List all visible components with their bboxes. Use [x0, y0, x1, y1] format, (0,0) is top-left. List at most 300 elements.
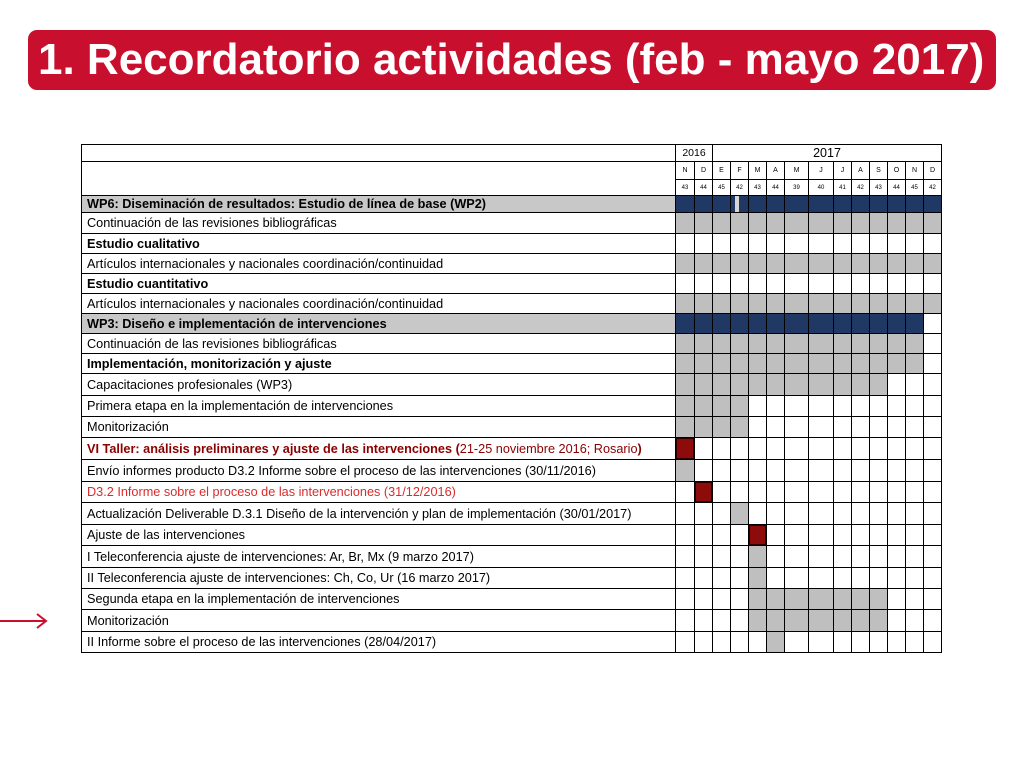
empty-cell	[888, 632, 906, 653]
month-header: A	[852, 162, 870, 180]
empty-cell	[888, 525, 906, 546]
work-package-bar-cell	[767, 314, 785, 334]
empty-cell	[731, 589, 749, 610]
activity-bar-cell	[852, 374, 870, 396]
activity-bar-cell	[695, 294, 713, 314]
activity-bar-cell	[676, 417, 695, 438]
activity-bar-cell	[749, 374, 767, 396]
current-date-marker	[735, 196, 739, 212]
empty-cell	[906, 438, 924, 460]
empty-cell	[924, 546, 942, 568]
activity-bar-cell	[676, 374, 695, 396]
activity-bar-cell	[906, 254, 924, 274]
empty-cell	[695, 589, 713, 610]
empty-cell	[834, 503, 852, 525]
empty-cell	[749, 396, 767, 417]
empty-cell	[906, 274, 924, 294]
empty-cell	[749, 460, 767, 482]
empty-cell	[870, 417, 888, 438]
empty-cell	[676, 482, 695, 503]
year-header: 2016	[676, 145, 713, 162]
empty-cell	[870, 438, 888, 460]
month-header: D	[695, 162, 713, 180]
activity-bar-cell	[676, 294, 695, 314]
empty-cell	[695, 610, 713, 632]
empty-cell	[713, 546, 731, 568]
empty-cell	[852, 460, 870, 482]
activity-bar-cell	[695, 334, 713, 354]
empty-cell	[785, 568, 809, 589]
empty-cell	[834, 417, 852, 438]
empty-cell	[695, 438, 713, 460]
empty-cell	[924, 334, 942, 354]
empty-cell	[924, 525, 942, 546]
empty-cell	[731, 610, 749, 632]
activity-bar-cell	[809, 374, 834, 396]
empty-cell	[888, 589, 906, 610]
activity-bar-cell	[809, 254, 834, 274]
empty-cell	[749, 632, 767, 653]
empty-cell	[870, 525, 888, 546]
month-header: D	[924, 162, 942, 180]
empty-cell	[731, 234, 749, 254]
empty-cell	[852, 503, 870, 525]
task-label	[82, 274, 676, 294]
empty-cell	[924, 568, 942, 589]
activity-bar-cell	[834, 334, 852, 354]
empty-cell	[731, 568, 749, 589]
empty-cell	[731, 525, 749, 546]
work-package-bar-cell	[731, 196, 749, 213]
task-label	[82, 354, 676, 374]
task-label	[82, 234, 676, 254]
activity-bar-cell	[731, 354, 749, 374]
empty-cell	[924, 610, 942, 632]
month-header: J	[809, 162, 834, 180]
empty-cell	[785, 417, 809, 438]
empty-cell	[785, 438, 809, 460]
activity-bar-cell	[809, 589, 834, 610]
activity-bar-cell	[767, 354, 785, 374]
empty-cell	[888, 374, 906, 396]
empty-cell	[924, 632, 942, 653]
activity-bar-cell	[888, 213, 906, 234]
month-header: O	[888, 162, 906, 180]
empty-cell	[888, 396, 906, 417]
empty-cell	[870, 460, 888, 482]
work-package-bar-cell	[749, 196, 767, 213]
task-label-text: II Informe sobre el proceso de las intervenciones (28/04/2017)	[87, 635, 437, 649]
activity-bar-cell	[785, 374, 809, 396]
activity-bar-cell	[870, 374, 888, 396]
activity-bar-cell	[713, 417, 731, 438]
activity-bar-cell	[834, 254, 852, 274]
empty-cell	[924, 314, 942, 334]
activity-bar-cell	[767, 213, 785, 234]
work-package-bar-cell	[731, 314, 749, 334]
activity-bar-cell	[749, 610, 767, 632]
empty-cell	[809, 632, 834, 653]
activity-bar-cell	[852, 294, 870, 314]
activity-bar-cell	[785, 334, 809, 354]
activity-bar-cell	[749, 568, 767, 589]
empty-cell	[713, 589, 731, 610]
activity-bar-cell	[731, 334, 749, 354]
work-package-bar-cell	[888, 314, 906, 334]
activity-bar-cell	[834, 610, 852, 632]
empty-cell	[924, 460, 942, 482]
work-package-bar-cell	[695, 314, 713, 334]
empty-cell	[785, 396, 809, 417]
empty-cell	[924, 438, 942, 460]
work-package-bar-cell	[906, 196, 924, 213]
empty-cell	[870, 546, 888, 568]
empty-cell	[852, 396, 870, 417]
work-package-bar-cell	[713, 196, 731, 213]
task-label-text: Continuación de las revisiones bibliográficas	[87, 336, 337, 351]
empty-cell	[676, 546, 695, 568]
activity-bar-cell	[852, 610, 870, 632]
work-package-bar-cell	[870, 196, 888, 213]
empty-cell	[749, 503, 767, 525]
empty-cell	[785, 525, 809, 546]
header-corner	[82, 145, 676, 162]
task-label	[82, 632, 676, 653]
activity-bar-cell	[870, 610, 888, 632]
work-package-bar-cell	[888, 196, 906, 213]
month-header: M	[785, 162, 809, 180]
empty-cell	[834, 460, 852, 482]
task-label-text: Monitorización	[87, 613, 169, 628]
week-number: 44	[888, 180, 906, 196]
empty-cell	[731, 482, 749, 503]
empty-cell	[809, 482, 834, 503]
empty-cell	[834, 234, 852, 254]
empty-cell	[809, 546, 834, 568]
activity-bar-cell	[695, 374, 713, 396]
activity-bar-cell	[906, 294, 924, 314]
empty-cell	[767, 482, 785, 503]
week-number: 45	[906, 180, 924, 196]
activity-bar-cell	[870, 354, 888, 374]
month-header: M	[749, 162, 767, 180]
activity-bar-cell	[852, 254, 870, 274]
milestone-cell	[749, 525, 767, 546]
work-package-bar-cell	[870, 314, 888, 334]
empty-cell	[834, 274, 852, 294]
activity-bar-cell	[749, 334, 767, 354]
empty-cell	[767, 234, 785, 254]
task-label	[82, 525, 676, 546]
task-label-text: II Teleconferencia ajuste de intervenciones: Ch, Co, Ur (16 marzo 2017)	[87, 571, 491, 585]
activity-bar-cell	[809, 213, 834, 234]
empty-cell	[676, 568, 695, 589]
empty-cell	[888, 460, 906, 482]
empty-cell	[676, 525, 695, 546]
empty-cell	[852, 568, 870, 589]
task-label	[82, 254, 676, 274]
work-package-bar-cell	[676, 314, 695, 334]
empty-cell	[906, 396, 924, 417]
activity-bar-cell	[888, 334, 906, 354]
activity-bar-cell	[785, 213, 809, 234]
empty-cell	[713, 482, 731, 503]
empty-cell	[767, 460, 785, 482]
empty-cell	[785, 503, 809, 525]
empty-cell	[924, 354, 942, 374]
empty-cell	[785, 482, 809, 503]
empty-cell	[767, 274, 785, 294]
empty-cell	[906, 525, 924, 546]
activity-bar-cell	[731, 396, 749, 417]
empty-cell	[906, 610, 924, 632]
empty-cell	[888, 417, 906, 438]
task-label	[82, 294, 676, 314]
empty-cell	[924, 274, 942, 294]
activity-bar-cell	[924, 254, 942, 274]
activity-bar-cell	[713, 354, 731, 374]
empty-cell	[852, 234, 870, 254]
empty-cell	[888, 610, 906, 632]
empty-cell	[924, 234, 942, 254]
empty-cell	[888, 438, 906, 460]
task-label	[82, 610, 676, 632]
activity-bar-cell	[713, 294, 731, 314]
activity-bar-cell	[809, 354, 834, 374]
empty-cell	[713, 460, 731, 482]
activity-bar-cell	[809, 334, 834, 354]
gantt-schedule-table	[81, 144, 942, 653]
work-package-bar-cell	[809, 314, 834, 334]
header-corner-sub	[82, 162, 676, 196]
work-package-bar-cell	[852, 196, 870, 213]
activity-bar-cell	[731, 503, 749, 525]
work-package-label	[82, 314, 676, 334]
activity-bar-cell	[749, 546, 767, 568]
task-label-text: Artículos internacionales y nacionales coordinación/continuidad	[87, 256, 444, 271]
empty-cell	[695, 503, 713, 525]
activity-bar-cell	[906, 213, 924, 234]
empty-cell	[713, 610, 731, 632]
task-label-text: Continuación de las revisiones bibliográficas	[87, 216, 337, 230]
empty-cell	[809, 438, 834, 460]
empty-cell	[809, 417, 834, 438]
activity-bar-cell	[713, 334, 731, 354]
empty-cell	[767, 438, 785, 460]
empty-cell	[906, 632, 924, 653]
activity-bar-cell	[785, 254, 809, 274]
work-package-bar-cell	[749, 314, 767, 334]
task-label	[82, 460, 676, 482]
month-header: N	[906, 162, 924, 180]
empty-cell	[924, 589, 942, 610]
empty-cell	[713, 274, 731, 294]
task-label	[82, 213, 676, 234]
activity-bar-cell	[870, 334, 888, 354]
empty-cell	[785, 460, 809, 482]
week-number: 41	[834, 180, 852, 196]
task-label	[82, 503, 676, 525]
activity-bar-cell	[870, 294, 888, 314]
empty-cell	[924, 417, 942, 438]
empty-cell	[809, 274, 834, 294]
month-header: S	[870, 162, 888, 180]
empty-cell	[870, 482, 888, 503]
empty-cell	[713, 438, 731, 460]
empty-cell	[870, 234, 888, 254]
activity-bar-cell	[767, 334, 785, 354]
empty-cell	[809, 525, 834, 546]
task-label-text: WP3: Diseño e implementación de intervenciones	[87, 316, 387, 331]
empty-cell	[852, 525, 870, 546]
task-label-text: Implementación, monitorización y ajuste	[87, 356, 332, 371]
empty-cell	[852, 482, 870, 503]
empty-cell	[785, 546, 809, 568]
milestone-cell	[676, 438, 695, 460]
activity-bar-cell	[852, 334, 870, 354]
empty-cell	[888, 274, 906, 294]
empty-cell	[713, 503, 731, 525]
empty-cell	[749, 438, 767, 460]
activity-bar-cell	[785, 589, 809, 610]
work-package-label	[82, 196, 676, 213]
week-number: 40	[809, 180, 834, 196]
empty-cell	[676, 234, 695, 254]
empty-cell	[906, 460, 924, 482]
empty-cell	[749, 482, 767, 503]
empty-cell	[906, 568, 924, 589]
empty-cell	[767, 525, 785, 546]
month-header: E	[713, 162, 731, 180]
week-number: 42	[852, 180, 870, 196]
task-label-text: Ajuste de las intervenciones	[87, 528, 245, 542]
empty-cell	[713, 568, 731, 589]
empty-cell	[713, 632, 731, 653]
empty-cell	[676, 589, 695, 610]
milestone-cell	[695, 482, 713, 503]
month-header: N	[676, 162, 695, 180]
activity-bar-cell	[713, 374, 731, 396]
activity-bar-cell	[731, 213, 749, 234]
activity-bar-cell	[888, 354, 906, 374]
empty-cell	[852, 274, 870, 294]
task-label-text: Capacitaciones profesionales (WP3)	[87, 377, 293, 392]
activity-bar-cell	[870, 254, 888, 274]
empty-cell	[924, 482, 942, 503]
activity-bar-cell	[888, 254, 906, 274]
activity-bar-cell	[785, 294, 809, 314]
empty-cell	[767, 417, 785, 438]
empty-cell	[731, 632, 749, 653]
task-label	[82, 334, 676, 354]
empty-cell	[676, 274, 695, 294]
empty-cell	[888, 482, 906, 503]
empty-cell	[767, 568, 785, 589]
task-label-text: Actualización Deliverable D.3.1 Diseño de la intervención y plan de implementación (30/01/2017)	[87, 506, 632, 521]
activity-bar-cell	[924, 213, 942, 234]
empty-cell	[906, 546, 924, 568]
work-package-bar-cell	[834, 196, 852, 213]
week-number: 43	[676, 180, 695, 196]
empty-cell	[676, 632, 695, 653]
activity-bar-cell	[767, 294, 785, 314]
task-label	[82, 589, 676, 610]
empty-cell	[924, 503, 942, 525]
week-number: 43	[749, 180, 767, 196]
empty-cell	[834, 632, 852, 653]
empty-cell	[834, 396, 852, 417]
empty-cell	[695, 525, 713, 546]
empty-cell	[888, 503, 906, 525]
activity-bar-cell	[767, 374, 785, 396]
work-package-bar-cell	[906, 314, 924, 334]
empty-cell	[676, 610, 695, 632]
activity-bar-cell	[676, 354, 695, 374]
task-label-part: )	[637, 441, 642, 456]
empty-cell	[731, 460, 749, 482]
activity-bar-cell	[870, 589, 888, 610]
work-package-bar-cell	[695, 196, 713, 213]
task-label-text: D3.2 Informe sobre el proceso de las intervenciones (31/12/2016)	[87, 485, 456, 499]
empty-cell	[695, 460, 713, 482]
empty-cell	[924, 374, 942, 396]
empty-cell	[749, 274, 767, 294]
activity-bar-cell	[713, 396, 731, 417]
empty-cell	[809, 460, 834, 482]
task-label-text: Envío informes producto D3.2 Informe sobre el proceso de las intervenciones (30/11/2016)	[87, 463, 596, 478]
task-label	[82, 438, 676, 460]
empty-cell	[785, 234, 809, 254]
activity-bar-cell	[888, 294, 906, 314]
activity-bar-cell	[834, 374, 852, 396]
activity-bar-cell	[834, 589, 852, 610]
work-package-bar-cell	[785, 196, 809, 213]
activity-bar-cell	[731, 294, 749, 314]
activity-bar-cell	[695, 254, 713, 274]
empty-cell	[888, 546, 906, 568]
task-label-text: Estudio cualitativo	[87, 236, 200, 251]
empty-cell	[852, 438, 870, 460]
work-package-bar-cell	[924, 196, 942, 213]
activity-bar-cell	[809, 294, 834, 314]
empty-cell	[906, 417, 924, 438]
activity-bar-cell	[676, 254, 695, 274]
task-label	[82, 546, 676, 568]
title-banner	[28, 30, 996, 90]
empty-cell	[767, 546, 785, 568]
empty-cell	[785, 632, 809, 653]
empty-cell	[852, 546, 870, 568]
task-label	[82, 568, 676, 589]
task-label-text: Estudio cuantitativo	[87, 276, 209, 291]
activity-bar-cell	[695, 396, 713, 417]
activity-bar-cell	[809, 610, 834, 632]
empty-cell	[731, 546, 749, 568]
month-header: A	[767, 162, 785, 180]
empty-cell	[834, 525, 852, 546]
week-number: 42	[924, 180, 942, 196]
empty-cell	[870, 503, 888, 525]
month-header: F	[731, 162, 749, 180]
empty-cell	[695, 234, 713, 254]
work-package-bar-cell	[676, 196, 695, 213]
empty-cell	[809, 234, 834, 254]
empty-cell	[888, 234, 906, 254]
empty-cell	[834, 546, 852, 568]
activity-bar-cell	[785, 354, 809, 374]
week-number: 43	[870, 180, 888, 196]
activity-bar-cell	[767, 632, 785, 653]
